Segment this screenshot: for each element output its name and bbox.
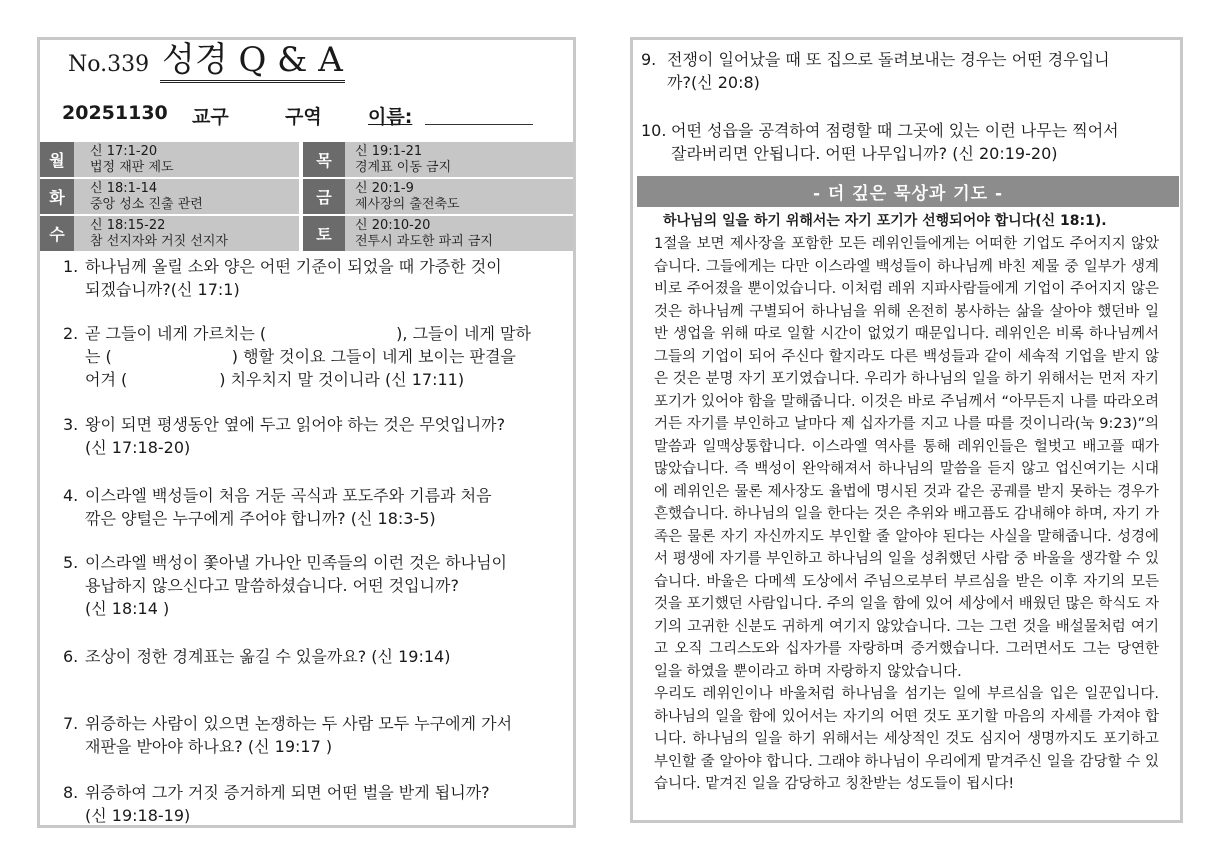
day-label: 토 [303, 216, 345, 251]
left-panel: No.339 성경 Q & A 20251130 교구 구역 이름: 월 신 17:1-20 법정 재판 제도 목 신 19:1-21 경계표 이동 금지 화 신 18:1-14 중앙 성소 진출 관련 금 신 20:1-9 제사장의 출전축도 수 신 18:15-22 참 선지자와 거짓 선지자 토 신 20:10-20 전투시 과도한 파괴 금지 1. 하나님께 올릴 소와 양은 어떤 기준이 되었을 때 가증한 것이 되겠습니까?(신 17:1) 2. 곧 그들이 네게 가르치는 ( ), 그들이 네게 말하 는 ( ) 행할 것이요 그들이 네게 보이는 판결을 어겨 ( ) 치우치지 말 것이니라 (신 17:11) 3. 왕이 되면 평생동안 옆에 두고 읽어야 하는 것은 무엇입니까? (신 17:18-20) 4. 이스라엘 백성들이 처음 거둔 곡식과 포도주와 기름과 처음 깎은 양털은 누구에게 주어야 합니까? (신 18:3-5) 5. 이스라엘 백성이 쫓아낼 가나안 민족들의 이런 것은 하나님이 용납하지 않으신다고 말씀하셨습니다. 어떤 것입니까? (신 18:14 ) 6. 조상이 정한 경계표는 옮길 수 있을까요? (신 19:14) 7. 위증하는 사람이 있으면 논쟁하는 두 사람 모두 누구에게 가서 재판을 받아야 하나요? (신 19:17 ) 8. 위증하여 그가 거짓 증거하게 되면 어떤 벌을 받게 됩니까? (신 19:18-19) [37, 37, 576, 828]
day-label: 수 [40, 216, 74, 251]
paragraph: 1절을 보면 제사장을 포함한 모든 레위인들에게는 어떠한 기업도 주어지지 않았습니다. 그들에게는 다만 이스라엘 백성들이 하나님께 바친 제물 중 일부가 생계비로 주어졌을 뿐이었습니다. 이처럼 레위 지파사람들에게 기업이 주어지지 않은 것은 하나님께 구별되어 하나님을 위해 온전히 봉사하는 삶을 살아야 했던바 일반 생업을 위해 따로 일할 시간이 없었기 때문입니다. 레위인은 비록 하나님께서 그들의 기업이 되어 주신다 할지라도 다른 백성들과 같이 세속적 기업을 받지 않은 것은 분명 자기 포기였습니다. 우리가 하나님의 일을 하기 위해서는 먼저 자기포기가 있어야 함을 말해줍니다. 이것은 바로 주님께서 “아무든지 나를 따라오려거든 자기를 부인하고 날마다 제 십자가를 지고 나를 따를 것이니라(눅 9:23)”의 말씀과 일맥상통합니다. 이스라엘 역사를 통해 레위인들은 헐벗고 배고플 때가 많았습니다. 즉 백성이 완악해져서 하나님의 말씀을 듣지 않고 업신여기는 시대에 레위인은 물론 제사장도 율법에 명시된 것과 같은 공궤를 받지 못하는 경우가 흔했습니다. 하나님의 일을 한다는 것은 추위와 배고픔도 감내해야 하며, 자기 가족은 물론 자기 자신까지도 부인할 줄 알아야 된다는 사실을 말해줍니다. 성경에서 평생에 자기를 부인하고 하나님의 일을 성취했던 사람 중 바울을 생각할 수 있습니다. 바울은 다메섹 도상에서 주님으로부터 부르심을 받은 이후 자기의 모든 것을 포기했던 사람입니다. 주의 일을 함에 있어 세상에서 배웠던 많은 학식도 자기의 고귀한 신분도 귀하게 여기지 않았습니다. 그는 그런 것을 배설물처럼 여기고 오직 그리스도와 십자가를 자랑하며 증거했습니다. 그러면서도 그는 당연한 일을 하였을 뿐이라고 하며 자랑하지 않았습니다. [654, 236, 1159, 680]
day-label: 목 [303, 142, 345, 177]
right-panel: 9. 전쟁이 일어났을 때 또 집으로 돌려보내는 경우는 어떤 경우입니 까?(신 20:8) 10. 어떤 성읍을 공격하여 점령할 때 그곳에 있는 이런 나무는 찍어서 잘라버리면 안됩니다. 어떤 나무입니까? (신 20:19-20) - 더 깊은 묵상과 기도 - 하나님의 일을 하기 위해서는 자기 포기가 선행되어야 합니다(신 18:1). 1절을 보면 제사장을 포함한 모든 레위인들에게는 어떠한 기업도 주어지지 않았습니다. 그들에게는 다만 이스라엘 백성들이 하나님께 바친 제물 중 일부가 생계비로 주어졌을 뿐이었습니다. 이처럼 레위 지파사람들에게 기업이 주어지지 않은 것은 하나님께 구별되어 하나님을 위해 온전히 봉사하는 삶을 살아야 했던바 일반 생업을 위해 따로 일할 시간이 없었기 때문입니다. 레위인은 비록 하나님께서 그들의 기업이 되어 주신다 할지라도 다른 백성들과 같이 세속적 기업을 받지 않은 것은 분명 자기 포기였습니다. 우리가 하나님의 일을 하기 위해서는 먼저 자기포기가 있어야 함을 말해줍니다. 이것은 바로 주님께서 “아무든지 나를 따라오려거든 자기를 부인하고 날마다 제 십자가를 지고 나를 따를 것이니라(눅 9:23)”의 말씀과 일맥상통합니다. 이스라엘 역사를 통해 레위인들은 헐벗고 배고플 때가 많았습니다. 즉 백성이 완악해져서 하나님의 말씀을 듣지 않고 업신여기는 시대에 레위인은 물론 제사장도 율법에 명시된 것과 같은 공궤를 받지 못하는 경우가 흔했습니다. 하나님의 일을 한다는 것은 추위와 배고픔도 감내해야 하며, 자기 가족은 물론 자기 자신까지도 부인할 줄 알아야 된다는 사실을 말해줍니다. 성경에서 평생에 자기를 부인하고 하나님의 일을 성취했던 사람 중 바울을 생각할 수 있습니다. 바울은 다메섹 도상에서 주님으로부터 부르심을 받은 이후 자기의 모든 것을 포기했던 사람입니다. 주의 일을 함에 있어 세상에서 배웠던 많은 학식도 자기의 고귀한 신분도 귀하게 여기지 않았습니다. 그는 그런 것을 배설물처럼 여기고 오직 그리스도와 십자가를 자랑하며 증거했습니다. 그러면서도 그는 당연한 일을 하였을 뿐이라고 하며 자랑하지 않았습니다. 우리도 레위인이나 바울처럼 하나님을 섬기는 일에 부르심을 입은 일꾼입니다. 하나님의 일을 함에 있어서는 자기의 어떤 것도 포기할 마음의 자세를 가져야 합니다. 하나님의 일을 하기 위해서는 세상적인 것도 심지어 생명까지도 포기하고 부인할 줄 알아야 합니다. 그래야 하나님이 우리에게 맡겨주신 일을 감당할 수 있습니다. 맡겨진 일을 감당하고 칭찬받는 성도들이 됩시다! [630, 37, 1183, 823]
reading-ref: 신 17:1-20 법정 재판 제도 [74, 142, 299, 177]
paragraph: 우리도 레위인이나 바울처럼 하나님을 섬기는 일에 부르심을 입은 일꾼입니다. 하나님의 일을 함에 있어서는 자기의 어떤 것도 포기할 마음의 자세를 가져야 합니다. 하나님의 일을 하기 위해서는 세상적인 것도 심지어 생명까지도 포기하고 부인할 줄 알아야 합니다. 그래야 하나님이 우리에게 맡겨주신 일을 감당할 수 있습니다. 맡겨진 일을 감당하고 칭찬받는 성도들이 됩시다! [654, 686, 1159, 792]
schedule-row [40, 142, 573, 177]
name-field-line[interactable] [425, 124, 533, 125]
page-title: 성경 Q & A [160, 40, 345, 83]
date: 20251130 [62, 102, 168, 124]
reading-ref: 신 19:1-21 경계표 이동 금지 [345, 142, 573, 177]
meditation-text [654, 233, 1159, 796]
day-label: 화 [40, 179, 74, 214]
day-label: 금 [303, 179, 345, 214]
district-label: 구역 [285, 106, 322, 128]
name-label: 이름: [368, 106, 413, 128]
reading-ref: 신 18:1-14 중앙 성소 진출 관련 [74, 179, 299, 214]
reading-ref: 신 20:1-9 제사장의 출전축도 [345, 179, 573, 214]
meditation-banner: - 더 깊은 묵상과 기도 - [637, 176, 1179, 207]
schedule-row [40, 179, 573, 214]
reading-ref: 신 18:15-22 참 선지자와 거짓 선지자 [74, 216, 299, 251]
meditation-subheading: 하나님의 일을 하기 위해서는 자기 포기가 선행되어야 합니다(신 18:1). [663, 213, 1107, 229]
reading-ref: 신 20:10-20 전투시 과도한 파괴 금지 [345, 216, 573, 251]
day-label: 월 [40, 142, 74, 177]
issue-number: No.339 [68, 52, 150, 77]
parish-label: 교구 [192, 106, 229, 128]
reading-schedule [40, 142, 573, 253]
schedule-row [40, 216, 573, 251]
